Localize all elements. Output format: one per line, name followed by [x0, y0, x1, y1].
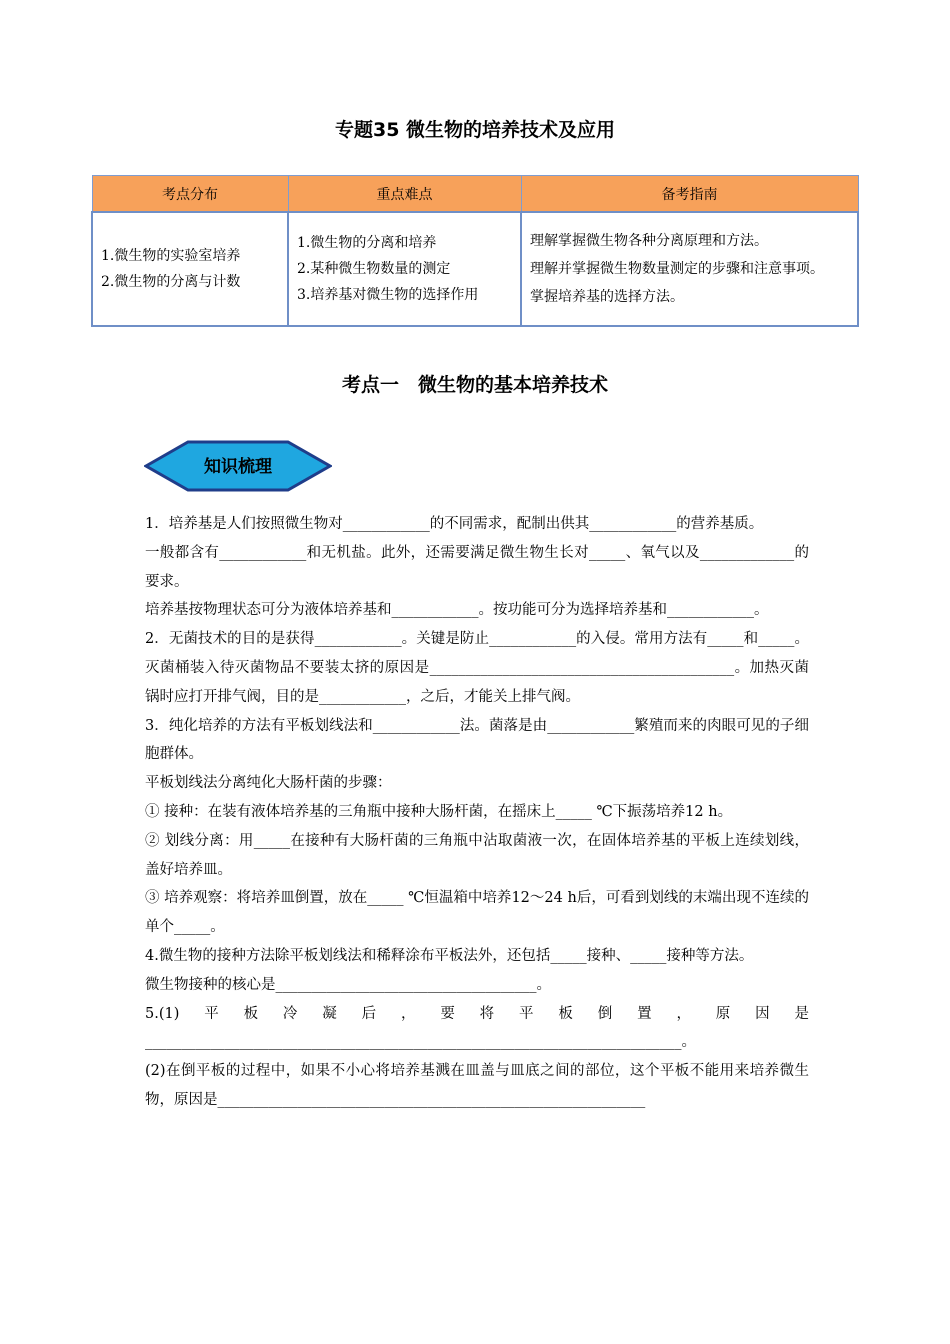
- list-item: 掌握培养基的选择方法。: [530, 289, 684, 305]
- cell-study-guide: [521, 212, 858, 326]
- question-line: 1．培养基是人们按照微生物对____________的不同需求，配制出供其____________的营养基质。: [145, 516, 764, 532]
- table-row: [92, 212, 858, 326]
- question-line: ① 接种：在装有液体培养基的三角瓶中接种大肠杆菌，在摇床上_____ ℃下振荡培养12 h。: [145, 803, 733, 820]
- question-line: (2)在倒平板的过程中，如果不小心将培养基溅在皿盖与皿底之间的部位，这个平板不能用来培养微生物，原因是___________________________________________________________: [145, 1063, 809, 1108]
- header-study-guide: 备考指南: [521, 176, 858, 213]
- list-item: 3.培养基对微生物的选择作用: [297, 287, 479, 303]
- question-line: 5.(1)平板冷凝后，要将平板倒置，原因是__________________________________________________________________________。: [145, 1005, 809, 1051]
- badge-label: 知识梳理: [204, 457, 272, 477]
- question-line: 2．无菌技术的目的是获得____________。关键是防止____________的入侵。常用方法有_____和_____。灭菌桶装入待灭菌物品不要装太挤的原因是__________________________________________。加热灭菌锅时应打开排气阀，目的是____________，之后，才能关上排气阀。: [145, 631, 809, 705]
- worksheet-body: [145, 510, 809, 1115]
- cell-exam-points: [92, 212, 288, 326]
- question-line: 微生物接种的核心是____________________________________。: [145, 976, 551, 993]
- header-key-difficulties: 重点难点: [288, 176, 521, 213]
- exam-guide-table: [91, 175, 859, 327]
- question-line: ② 划线分离：用_____在接种有大肠杆菌的三角瓶中沾取菌液一次，在固体培养基的平板上连续划线，盖好培养皿。: [145, 832, 809, 878]
- list-item: 1.微生物的实验室培养: [101, 248, 241, 264]
- question-line: 培养基按物理状态可分为液体培养基和____________。按功能可分为选择培养基和____________。: [145, 602, 769, 619]
- table-header-row: [92, 176, 858, 213]
- list-item: 1.微生物的分离和培养: [297, 235, 437, 251]
- question-line: 一般都含有____________和无机盐。此外，还需要满足微生物生长对_____、氧气以及_____________的要求。: [145, 544, 809, 590]
- header-exam-points: 考点分布: [92, 176, 288, 213]
- list-item: 2.某种微生物数量的测定: [297, 261, 451, 277]
- list-item: 理解并掌握微生物数量测定的步骤和注意事项。: [530, 261, 824, 277]
- list-item: 理解掌握微生物各种分离原理和方法。: [530, 233, 768, 249]
- section-title: 考点一 微生物的基本培养技术: [341, 374, 608, 396]
- question-line: 3．纯化培养的方法有平板划线法和____________法。菌落是由____________繁殖而来的肉眼可见的子细胞群体。: [145, 717, 809, 763]
- cell-key-difficulties: [288, 212, 521, 326]
- question-line: 平板划线法分离纯化大肠杆菌的步骤：: [145, 775, 392, 792]
- question-line: 4.微生物的接种方法除平板划线法和稀释涂布平板法外，还包括_____接种、_____接种等方法。: [145, 947, 754, 964]
- page-title: 专题35 微生物的培养技术及应用: [334, 119, 616, 141]
- list-item: 2.微生物的分离与计数: [101, 274, 241, 290]
- question-line: ③ 培养观察：将培养皿倒置，放在_____ ℃恒温箱中培养12～24 h后，可看到划线的末端出现不连续的单个_____。: [145, 890, 809, 936]
